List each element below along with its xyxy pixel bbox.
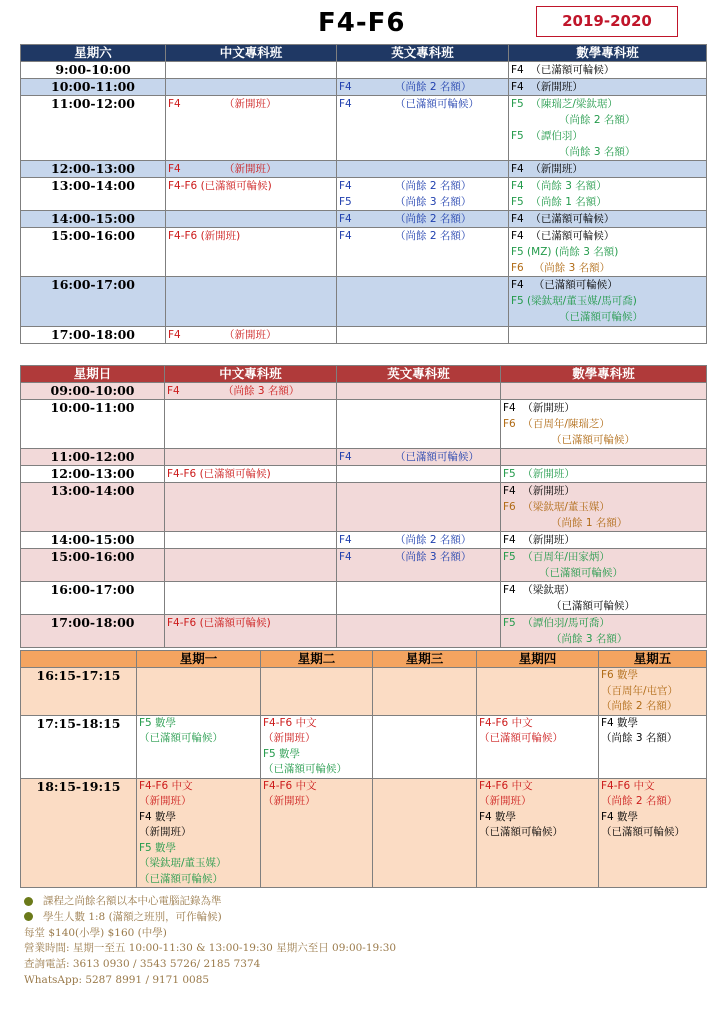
price-line: 每堂 $140(小學) $160 (中學) xyxy=(24,926,167,939)
thursday-header: 星期四 xyxy=(477,651,599,668)
time-cell: 11:00-12:00 xyxy=(21,96,166,161)
class-entry: F4 xyxy=(339,213,352,225)
class-entry: F4 數學 xyxy=(139,810,177,823)
chinese-cell xyxy=(165,549,337,582)
class-status: （已滿額可輪候） xyxy=(559,311,643,323)
monday-cell xyxy=(137,668,261,716)
chinese-cell xyxy=(165,383,337,400)
page-title: F4-F6 xyxy=(318,8,406,38)
class-status: （已滿額可輪候） xyxy=(551,600,635,612)
time-cell: 15:00-16:00 xyxy=(21,549,165,582)
class-entry: F5 xyxy=(339,196,352,208)
time-cell: 17:15-18:15 xyxy=(21,715,137,778)
class-entry: F4 （已滿額可輪候） xyxy=(511,64,615,76)
english-cell xyxy=(337,549,501,582)
math-cell xyxy=(501,582,707,615)
class-entry: F4-F6 中文 xyxy=(601,779,655,792)
class-entry: F6 （梁鈦琚/董玉媒） xyxy=(503,501,610,513)
note-line xyxy=(24,910,704,926)
class-entry: F4 xyxy=(339,81,352,93)
class-entry: F5 （尚餘 1 名額） xyxy=(511,196,607,208)
english-cell xyxy=(337,277,509,327)
time-cell: 16:00-17:00 xyxy=(21,277,166,327)
table-row xyxy=(21,668,707,716)
class-entry: F5 （百周年/田家炳） xyxy=(503,551,610,563)
time-cell: 17:00-18:00 xyxy=(21,327,166,344)
chinese-cell xyxy=(166,62,337,79)
table-row xyxy=(21,715,707,778)
monday-header: 星期一 xyxy=(137,651,261,668)
class-entry: F4-F6 中文 xyxy=(139,779,193,792)
wednesday-cell xyxy=(373,778,477,888)
class-entry: F4 （梁鈦琚） xyxy=(503,584,575,596)
class-status: （尚餘 3 名額） xyxy=(551,633,628,645)
class-entry: F4-F6 (已滿額可輪候) xyxy=(168,180,272,192)
table-row xyxy=(21,211,707,228)
table-row xyxy=(21,549,707,582)
tuesday-cell xyxy=(261,778,373,888)
time-cell: 17:00-18:00 xyxy=(21,615,165,648)
table-row xyxy=(21,483,707,532)
wednesday-cell xyxy=(373,715,477,778)
math-cell xyxy=(501,615,707,648)
tuesday-cell xyxy=(261,715,373,778)
english-cell xyxy=(337,62,509,79)
class-status: （已滿額可輪候） xyxy=(263,763,347,775)
class-status: （尚餘 2 名額） xyxy=(395,534,472,546)
class-entry: F4-F6 (已滿額可輪候) xyxy=(167,468,271,480)
class-status: （尚餘 2 名額） xyxy=(601,700,678,712)
class-status: （新開班） xyxy=(224,98,277,110)
class-entry: F4-F6 中文 xyxy=(263,779,317,792)
math-cell xyxy=(501,449,707,466)
class-entry: F4 xyxy=(339,551,352,563)
class-status: （新開班） xyxy=(139,795,192,807)
time-cell: 13:00-14:00 xyxy=(21,178,166,211)
class-entry: F5 （陳瑞芝/梁鈦琚） xyxy=(511,98,618,110)
math-cell xyxy=(509,161,707,178)
math-cell xyxy=(501,466,707,483)
time-cell: 9:00-10:00 xyxy=(21,62,166,79)
class-entry: F5 （新開班） xyxy=(503,468,575,480)
class-entry: F4 數學 xyxy=(601,810,639,823)
chinese-cell xyxy=(166,228,337,277)
math-cell xyxy=(509,62,707,79)
math-cell xyxy=(501,483,707,532)
time-cell: 10:00-11:00 xyxy=(21,400,165,449)
table-row xyxy=(21,62,707,79)
chinese-cell xyxy=(165,615,337,648)
english-cell xyxy=(337,532,501,549)
math-cell xyxy=(509,178,707,211)
class-status: （尚餘 3 名額） xyxy=(395,551,472,563)
table-row xyxy=(21,615,707,648)
english-cell xyxy=(337,161,509,178)
day-header: 星期日 xyxy=(21,366,165,383)
class-status: （尚餘 2 名額） xyxy=(395,180,472,192)
saturday-schedule-table xyxy=(20,44,707,344)
class-status: （尚餘 2 名額） xyxy=(395,81,472,93)
math-cell xyxy=(509,327,707,344)
time-cell: 14:00-15:00 xyxy=(21,211,166,228)
chinese-cell xyxy=(166,161,337,178)
wednesday-header: 星期三 xyxy=(373,651,477,668)
friday-header: 星期五 xyxy=(599,651,707,668)
table-header-row xyxy=(21,45,707,62)
class-entry: F4 （已滿額可輪候） xyxy=(511,213,615,225)
time-cell: 13:00-14:00 xyxy=(21,483,165,532)
table-header-row xyxy=(21,366,707,383)
class-entry: F4 xyxy=(339,451,352,463)
note-line xyxy=(24,894,704,910)
english-cell xyxy=(337,178,509,211)
chinese-cell xyxy=(165,400,337,449)
phone-line: 查詢電話: 3613 0930 / 3543 5726/ 2185 7374 xyxy=(24,958,261,971)
english-cell xyxy=(337,466,501,483)
class-entry: F4 xyxy=(339,180,352,192)
friday-cell xyxy=(599,778,707,888)
class-status: （百周年/屯官） xyxy=(601,684,679,697)
class-status: （尚餘 3 名額） xyxy=(559,146,636,158)
chinese-cell xyxy=(166,178,337,211)
class-entry: F4 （新開班） xyxy=(503,485,575,497)
thursday-cell xyxy=(477,668,599,716)
math-cell xyxy=(509,79,707,96)
class-status: （尚餘 3 名額） xyxy=(223,385,300,397)
class-entry: F6 （尚餘 3 名額） xyxy=(511,262,611,274)
table-row xyxy=(21,161,707,178)
class-entry: F4 （尚餘 3 名額） xyxy=(511,180,607,192)
english-cell xyxy=(337,79,509,96)
class-entry: F5 數學 xyxy=(139,716,177,729)
time-cell: 10:00-11:00 xyxy=(21,79,166,96)
math-cell xyxy=(509,228,707,277)
thursday-cell xyxy=(477,778,599,888)
class-status: （梁鈦琚/董玉媒） xyxy=(139,857,227,869)
chinese-cell xyxy=(166,277,337,327)
table-row xyxy=(21,532,707,549)
table-row xyxy=(21,383,707,400)
chinese-cell xyxy=(166,327,337,344)
time-column-header xyxy=(21,651,137,668)
table-row xyxy=(21,277,707,327)
class-entry: F4 xyxy=(167,385,180,397)
class-status: （已滿額可輪候） xyxy=(479,826,563,838)
time-cell: 16:00-17:00 xyxy=(21,582,165,615)
time-cell: 18:15-19:15 xyxy=(21,778,137,888)
thursday-cell xyxy=(477,715,599,778)
class-entry: F4 xyxy=(168,163,181,175)
table-row xyxy=(21,178,707,211)
friday-cell xyxy=(599,668,707,716)
chinese-cell xyxy=(165,532,337,549)
time-cell: 12:00-13:00 xyxy=(21,161,166,178)
time-cell: 12:00-13:00 xyxy=(21,466,165,483)
english-cell xyxy=(337,582,501,615)
math-cell xyxy=(509,211,707,228)
class-status: （已滿額可輪候） xyxy=(601,826,685,838)
chinese-cell xyxy=(165,483,337,532)
class-status: （尚餘 3 名額） xyxy=(601,732,678,744)
english-cell xyxy=(337,483,501,532)
english-cell xyxy=(337,96,509,161)
chinese-column-header: 中文專科班 xyxy=(166,45,337,62)
table-row xyxy=(21,96,707,161)
table-header-row xyxy=(21,651,707,668)
class-entry: F5 (梁鈦琚/董玉媒/馬可喬) xyxy=(511,295,637,307)
bullet-icon xyxy=(24,912,33,921)
math-cell xyxy=(509,96,707,161)
english-cell xyxy=(337,327,509,344)
math-column-header: 數學專科班 xyxy=(509,45,707,62)
class-status: （已滿額可輪候） xyxy=(539,567,623,579)
class-entry: F5 (MZ) (尚餘 3 名額) xyxy=(511,246,619,258)
class-status: （尚餘 1 名額） xyxy=(551,517,628,529)
english-cell xyxy=(337,449,501,466)
class-entry: F4 （新開班） xyxy=(511,81,583,93)
sunday-schedule-table xyxy=(20,365,707,648)
class-entry: F4 xyxy=(339,534,352,546)
class-status: （已滿額可輪候） xyxy=(139,872,223,885)
class-status: （尚餘 2 名額） xyxy=(601,795,678,807)
class-entry: F4 （新開班） xyxy=(503,402,575,414)
class-status: （尚餘 2 名額） xyxy=(395,213,472,225)
footer-notes xyxy=(24,894,704,989)
math-cell xyxy=(501,383,707,400)
math-cell xyxy=(501,400,707,449)
table-row xyxy=(21,582,707,615)
english-cell xyxy=(337,228,509,277)
class-status: （尚餘 2 名額） xyxy=(559,114,636,126)
class-status: （已滿額可輪候） xyxy=(395,98,479,110)
table-row xyxy=(21,400,707,449)
note-text: 課程之尚餘名額以本中心電腦記錄為準 xyxy=(43,895,222,907)
class-entry: F6 （百周年/陳瑞芝） xyxy=(503,418,610,430)
class-entry: F4-F6 中文 xyxy=(263,716,317,729)
class-status: （尚餘 3 名額） xyxy=(395,196,472,208)
year-badge: 2019-2020 xyxy=(536,6,678,37)
class-entry: F4-F6 (新開班) xyxy=(168,230,241,242)
class-entry: F4 （已滿額可輪候） xyxy=(511,230,615,242)
chinese-cell xyxy=(166,79,337,96)
friday-cell xyxy=(599,715,707,778)
english-cell xyxy=(337,400,501,449)
whatsapp-line: WhatsApp: 5287 8991 / 9171 0085 xyxy=(24,973,210,986)
table-row xyxy=(21,449,707,466)
class-status: （已滿額可輪候） xyxy=(479,732,563,744)
table-row xyxy=(21,466,707,483)
time-cell: 15:00-16:00 xyxy=(21,228,166,277)
class-status: （新開班） xyxy=(224,163,277,175)
class-entry: F4 xyxy=(168,98,181,110)
class-status: （新開班） xyxy=(224,329,277,341)
english-cell xyxy=(337,383,501,400)
class-entry: F4 xyxy=(168,329,181,341)
tuesday-header: 星期二 xyxy=(261,651,373,668)
monday-cell xyxy=(137,778,261,888)
table-row xyxy=(21,327,707,344)
note-text: 學生人數 1:8 (滿額之班別，可作輪候) xyxy=(43,910,222,923)
table-row xyxy=(21,228,707,277)
class-entry: F4 數學 xyxy=(601,716,639,729)
time-cell: 11:00-12:00 xyxy=(21,449,165,466)
class-entry: F4-F6 中文 xyxy=(479,779,533,792)
english-cell xyxy=(337,211,509,228)
time-cell: 16:15-17:15 xyxy=(21,668,137,716)
tuesday-cell xyxy=(261,668,373,716)
class-entry: F4 數學 xyxy=(479,810,517,823)
class-entry: F4 （已滿額可輪候） xyxy=(511,279,618,291)
class-entry: F4 xyxy=(339,98,352,110)
math-cell xyxy=(509,277,707,327)
english-column-header: 英文專科班 xyxy=(337,366,501,383)
class-entry: F4 xyxy=(339,230,352,242)
day-header: 星期六 xyxy=(21,45,166,62)
table-row xyxy=(21,79,707,96)
class-entry: F5 （譚伯羽） xyxy=(511,130,583,142)
bullet-icon xyxy=(24,897,33,906)
wednesday-cell xyxy=(373,668,477,716)
table-row xyxy=(21,778,707,888)
class-status: （已滿額可輪候） xyxy=(395,451,479,463)
chinese-cell xyxy=(165,466,337,483)
chinese-cell xyxy=(166,211,337,228)
english-column-header: 英文專科班 xyxy=(337,45,509,62)
weekday-schedule-table xyxy=(20,650,707,888)
class-entry: F4-F6 (已滿額可輪候) xyxy=(167,617,271,629)
chinese-cell xyxy=(165,449,337,466)
class-status: （新開班） xyxy=(139,826,192,838)
chinese-column-header: 中文專科班 xyxy=(165,366,337,383)
class-entry: F5 數學 xyxy=(139,841,177,854)
math-column-header: 數學專科班 xyxy=(501,366,707,383)
math-cell xyxy=(501,549,707,582)
class-status: （已滿額可輪候） xyxy=(139,732,223,744)
class-status: （已滿額可輪候） xyxy=(551,434,635,446)
class-status: （尚餘 2 名額） xyxy=(395,230,472,242)
english-cell xyxy=(337,615,501,648)
class-status: （新開班） xyxy=(263,732,316,744)
class-entry: F5 （譚伯羽/馬可喬） xyxy=(503,617,610,629)
chinese-cell xyxy=(166,96,337,161)
hours-line: 營業時間: 星期一至五 10:00-11:30 & 13:00-19:30 星期六至日 09:00-19:30 xyxy=(24,942,397,955)
class-entry: F4 （新開班） xyxy=(511,163,583,175)
class-entry: F4-F6 中文 xyxy=(479,716,533,729)
class-entry: F5 數學 xyxy=(263,747,301,760)
class-status: （新開班） xyxy=(479,795,532,807)
time-cell: 14:00-15:00 xyxy=(21,532,165,549)
time-cell: 09:00-10:00 xyxy=(21,383,165,400)
chinese-cell xyxy=(165,582,337,615)
class-entry: F6 數學 xyxy=(601,669,639,681)
monday-cell xyxy=(137,715,261,778)
class-status: （新開班） xyxy=(263,795,316,807)
class-entry: F4 （新開班） xyxy=(503,534,575,546)
math-cell xyxy=(501,532,707,549)
